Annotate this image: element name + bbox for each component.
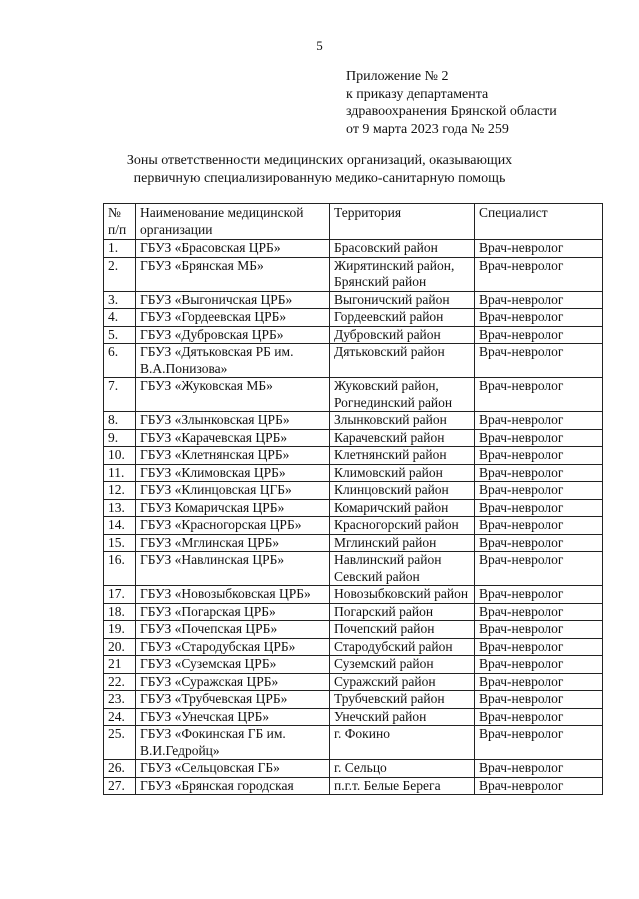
cell-territory: Комаричский район (330, 499, 475, 517)
cell-organization: ГБУЗ «Суражская ЦРБ» (136, 673, 330, 691)
cell-specialist: Врач-невролог (475, 534, 603, 552)
cell-territory: Климовский район (330, 464, 475, 482)
cell-specialist: Врач-невролог (475, 552, 603, 586)
cell-num: 18. (104, 603, 136, 621)
table-header-row (104, 204, 603, 240)
cell-organization: ГБУЗ «Суземская ЦРБ» (136, 656, 330, 674)
table-row (104, 760, 603, 778)
cell-organization: ГБУЗ «Почепская ЦРБ» (136, 621, 330, 639)
header-specialist: Специалист (475, 204, 603, 240)
cell-num: 25. (104, 726, 136, 760)
cell-territory: Жуковский район, Рогнединский район (330, 378, 475, 412)
cell-num: 6. (104, 344, 136, 378)
cell-num: 2. (104, 257, 136, 291)
cell-specialist: Врач-невролог (475, 326, 603, 344)
cell-num: 9. (104, 429, 136, 447)
cell-territory: Суземский район (330, 656, 475, 674)
cell-organization: ГБУЗ «Клинцовская ЦГБ» (136, 482, 330, 500)
responsibility-zones-table (103, 203, 603, 795)
appendix-line: от 9 марта 2023 года № 259 (346, 121, 509, 137)
cell-num: 12. (104, 482, 136, 500)
cell-territory: Почепский район (330, 621, 475, 639)
appendix-line: Приложение № 2 (346, 69, 449, 84)
table-row (104, 344, 603, 378)
cell-territory: Злынковский район (330, 412, 475, 430)
cell-num: 13. (104, 499, 136, 517)
cell-territory: Погарский район (330, 603, 475, 621)
cell-specialist: Врач-невролог (475, 777, 603, 795)
table-row (104, 499, 603, 517)
cell-specialist: Врач-невролог (475, 708, 603, 726)
cell-specialist: Врач-невролог (475, 517, 603, 535)
cell-num: 27. (104, 777, 136, 795)
cell-specialist: Врач-невролог (475, 447, 603, 465)
cell-num: 22. (104, 673, 136, 691)
cell-territory: Брасовский район (330, 240, 475, 258)
cell-organization: ГБУЗ «Стародубская ЦРБ» (136, 638, 330, 656)
cell-organization: ГБУЗ «Сельцовская ГБ» (136, 760, 330, 778)
cell-specialist: Врач-невролог (475, 760, 603, 778)
cell-num: 10. (104, 447, 136, 465)
cell-organization: ГБУЗ «Дубровская ЦРБ» (136, 326, 330, 344)
cell-organization: ГБУЗ «Злынковская ЦРБ» (136, 412, 330, 430)
cell-num: 14. (104, 517, 136, 535)
table-row (104, 309, 603, 327)
title-line: первичную специализированную медико-санитарную помощь (133, 170, 506, 186)
cell-organization: ГБУЗ «Красногорская ЦРБ» (136, 517, 330, 535)
cell-territory: Выгоничский район (330, 291, 475, 309)
table-row (104, 726, 603, 760)
page-number: 5 (316, 38, 323, 53)
cell-territory: г. Сельцо (330, 760, 475, 778)
table-row (104, 552, 603, 586)
document-title (0, 152, 639, 187)
table-row (104, 429, 603, 447)
table-row (104, 708, 603, 726)
cell-num: 24. (104, 708, 136, 726)
cell-num: 1. (104, 240, 136, 258)
cell-specialist: Врач-невролог (475, 656, 603, 674)
cell-territory: Стародубский район (330, 638, 475, 656)
cell-num: 16. (104, 552, 136, 586)
cell-num: 26. (104, 760, 136, 778)
cell-num: 19. (104, 621, 136, 639)
cell-num: 17. (104, 586, 136, 604)
cell-num: 8. (104, 412, 136, 430)
cell-organization: ГБУЗ «Карачевская ЦРБ» (136, 429, 330, 447)
header-num: № п/п (104, 204, 136, 240)
cell-num: 20. (104, 638, 136, 656)
cell-specialist: Врач-невролог (475, 673, 603, 691)
table-row (104, 621, 603, 639)
table-row (104, 603, 603, 621)
table-row (104, 656, 603, 674)
cell-territory: Трубчевский район (330, 691, 475, 709)
table-row (104, 257, 603, 291)
cell-territory: Навлинский район Севский район (330, 552, 475, 586)
cell-specialist: Врач-невролог (475, 240, 603, 258)
cell-organization: ГБУЗ «Мглинская ЦРБ» (136, 534, 330, 552)
cell-organization: ГБУЗ «Новозыбковская ЦРБ» (136, 586, 330, 604)
cell-specialist: Врач-невролог (475, 691, 603, 709)
table-row (104, 673, 603, 691)
cell-organization: ГБУЗ «Навлинская ЦРБ» (136, 552, 330, 586)
table-row (104, 638, 603, 656)
table-row (104, 464, 603, 482)
table-row (104, 691, 603, 709)
cell-territory: Новозыбковский район (330, 586, 475, 604)
header-organization: Наименование медицинской организации (136, 204, 330, 240)
table-row (104, 534, 603, 552)
cell-organization: ГБУЗ «Жуковская МБ» (136, 378, 330, 412)
cell-num: 4. (104, 309, 136, 327)
cell-territory: Суражский район (330, 673, 475, 691)
cell-organization: ГБУЗ Комаричская ЦРБ» (136, 499, 330, 517)
appendix-header (346, 68, 557, 138)
header-territory: Территория (330, 204, 475, 240)
cell-organization: ГБУЗ «Дятьковская РБ им. В.А.Понизова» (136, 344, 330, 378)
table-row (104, 517, 603, 535)
table-row (104, 291, 603, 309)
cell-organization: ГБУЗ «Выгоничская ЦРБ» (136, 291, 330, 309)
cell-num: 7. (104, 378, 136, 412)
cell-organization: ГБУЗ «Фокинская ГБ им. В.И.Гедройц» (136, 726, 330, 760)
cell-territory: Красногорский район (330, 517, 475, 535)
cell-specialist: Врач-невролог (475, 344, 603, 378)
title-line: Зоны ответственности медицинских организаций, оказывающих (126, 153, 513, 168)
cell-organization: ГБУЗ «Трубчевская ЦРБ» (136, 691, 330, 709)
cell-specialist: Врач-невролог (475, 429, 603, 447)
cell-specialist: Врач-невролог (475, 726, 603, 760)
cell-territory: Карачевский район (330, 429, 475, 447)
appendix-line: здравоохранения Брянской области (346, 104, 557, 119)
table-row (104, 447, 603, 465)
cell-specialist: Врач-невролог (475, 309, 603, 327)
cell-organization: ГБУЗ «Клетнянская ЦРБ» (136, 447, 330, 465)
cell-num: 11. (104, 464, 136, 482)
cell-territory: Дятьковский район (330, 344, 475, 378)
cell-territory: г. Фокино (330, 726, 475, 760)
cell-organization: ГБУЗ «Брасовская ЦРБ» (136, 240, 330, 258)
cell-num: 5. (104, 326, 136, 344)
cell-specialist: Врач-невролог (475, 257, 603, 291)
cell-organization: ГБУЗ «Унечская ЦРБ» (136, 708, 330, 726)
table-row (104, 777, 603, 795)
cell-specialist: Врач-невролог (475, 638, 603, 656)
cell-territory: Клинцовский район (330, 482, 475, 500)
cell-territory: Клетнянский район (330, 447, 475, 465)
cell-organization: ГБУЗ «Погарская ЦРБ» (136, 603, 330, 621)
table-body (104, 240, 603, 795)
cell-specialist: Врач-невролог (475, 621, 603, 639)
cell-territory: Жирятинский район, Брянский район (330, 257, 475, 291)
cell-territory: Дубровский район (330, 326, 475, 344)
table-row (104, 240, 603, 258)
cell-territory: п.г.т. Белые Берега (330, 777, 475, 795)
cell-organization: ГБУЗ «Климовская ЦРБ» (136, 464, 330, 482)
cell-num: 3. (104, 291, 136, 309)
cell-specialist: Врач-невролог (475, 464, 603, 482)
cell-specialist: Врач-невролог (475, 603, 603, 621)
cell-specialist: Врач-невролог (475, 291, 603, 309)
cell-organization: ГБУЗ «Гордеевская ЦРБ» (136, 309, 330, 327)
cell-specialist: Врач-невролог (475, 412, 603, 430)
cell-specialist: Врач-невролог (475, 378, 603, 412)
table-row (104, 482, 603, 500)
table-row (104, 326, 603, 344)
table-row (104, 586, 603, 604)
cell-num: 15. (104, 534, 136, 552)
table-row (104, 378, 603, 412)
cell-territory: Гордеевский район (330, 309, 475, 327)
table-row (104, 412, 603, 430)
cell-specialist: Врач-невролог (475, 499, 603, 517)
cell-organization: ГБУЗ «Брянская городская (136, 777, 330, 795)
cell-specialist: Врач-невролог (475, 586, 603, 604)
appendix-line: к приказу департамента (346, 86, 489, 102)
cell-num: 23. (104, 691, 136, 709)
cell-organization: ГБУЗ «Брянская МБ» (136, 257, 330, 291)
cell-territory: Мглинский район (330, 534, 475, 552)
cell-num: 21 (104, 656, 136, 674)
cell-specialist: Врач-невролог (475, 482, 603, 500)
cell-territory: Унечский район (330, 708, 475, 726)
